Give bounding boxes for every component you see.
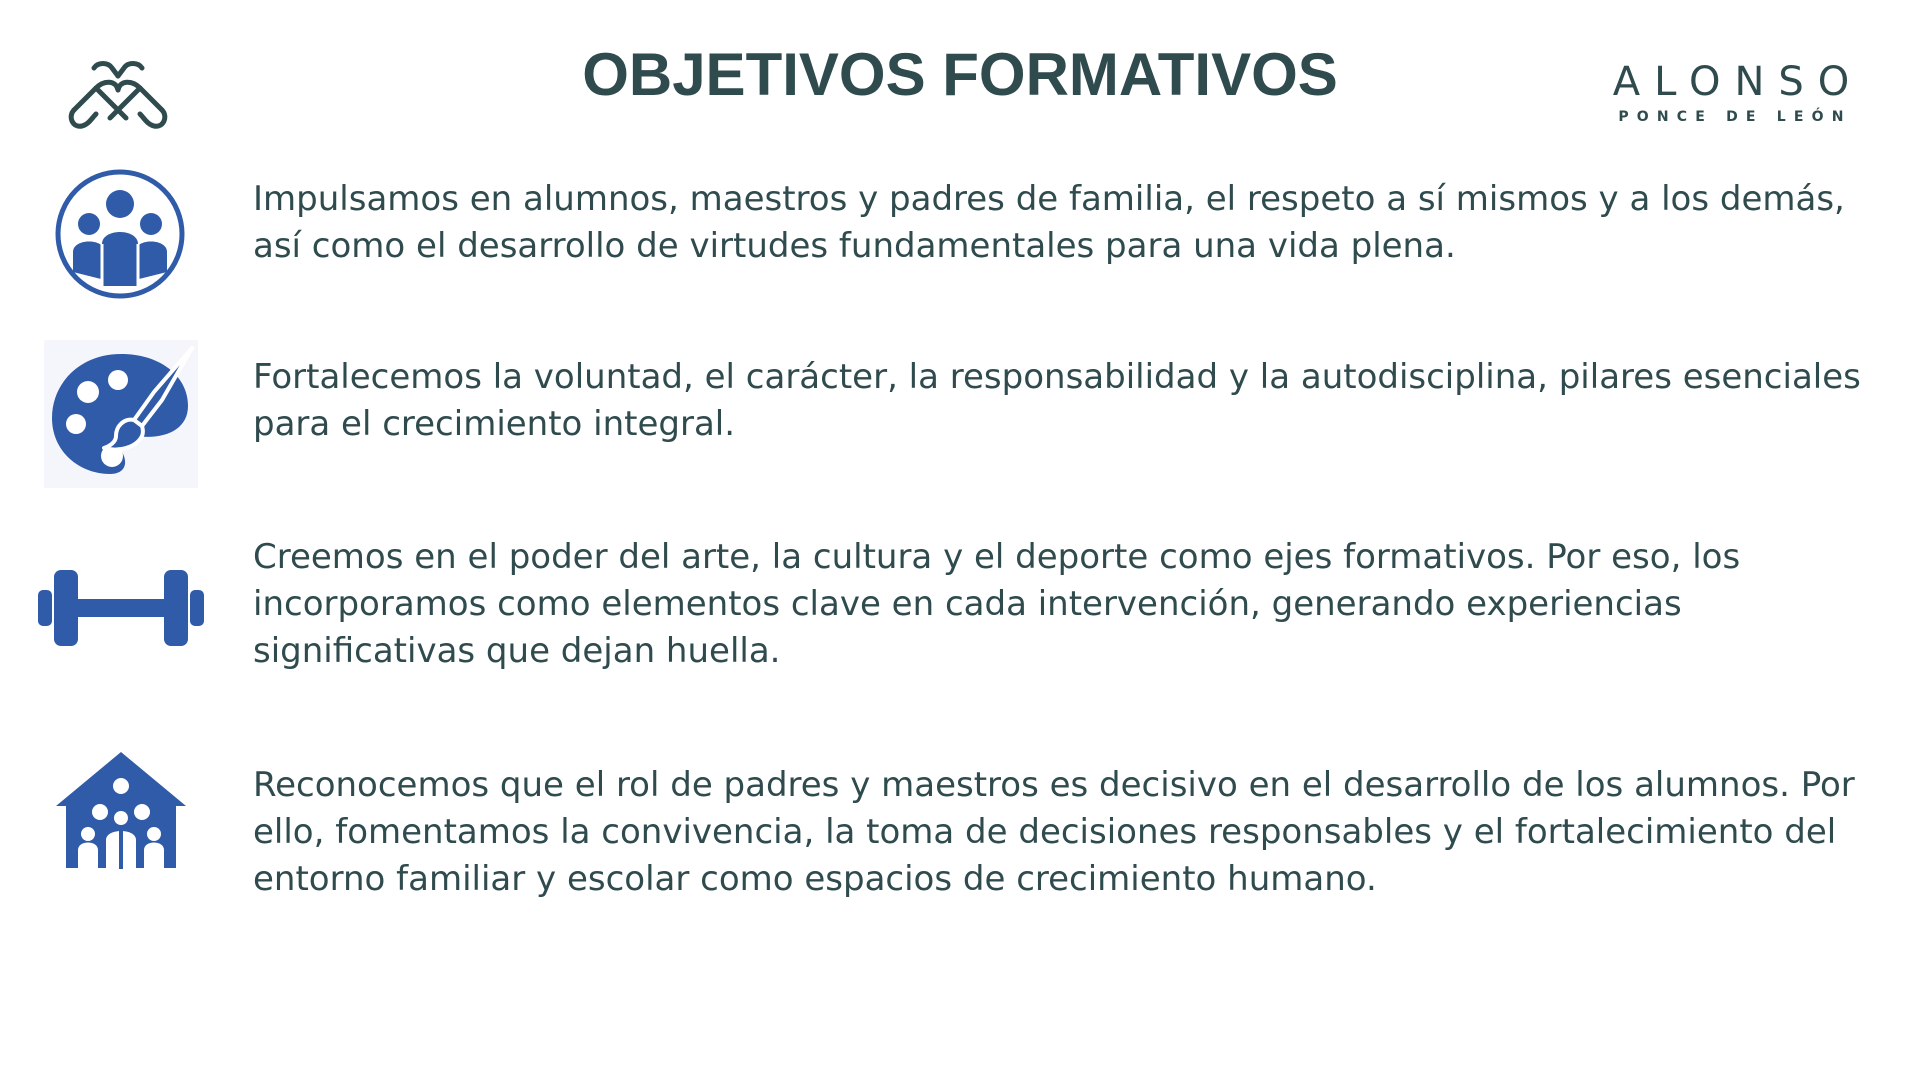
objective-text: Reconocemos que el rol de padres y maestros es decisivo en el desarrollo de los alumnos. Por ello, fomentamos la convivencia, la toma de decisiones responsables y el fortalecimiento del entorno familiar y escolar como espacios de crecimiento humano. (253, 765, 1855, 899)
objective-text: Impulsamos en alumnos, maestros y padres de familia, el respeto a sí mismos y a los demás, así como el desarrollo de virtudes fundamentales para una vida plena. (253, 179, 1845, 266)
objective-text: Fortalecemos la voluntad, el carácter, la responsabilidad y la autodisciplina, pilares esenciales para el crecimiento integral. (253, 357, 1861, 444)
page-title: OBJETIVOS FORMATIVOS (582, 41, 1338, 108)
family-group-icon (54, 168, 186, 300)
objective-text: Creemos en el poder del arte, la cultura y el deporte como ejes formativos. Por eso, los incorporamos como elementos clave en cada intervención, generando experiencias significativas que dejan huella. (253, 537, 1741, 671)
paint-palette-icon (44, 340, 198, 488)
dumbbell-icon (36, 568, 206, 648)
brand-logo (1600, 60, 1862, 126)
brand-tagline: PONCE DE LEÓN (1618, 109, 1852, 125)
family-home-icon (54, 748, 188, 870)
brand-name: ALONSO (1612, 59, 1864, 105)
